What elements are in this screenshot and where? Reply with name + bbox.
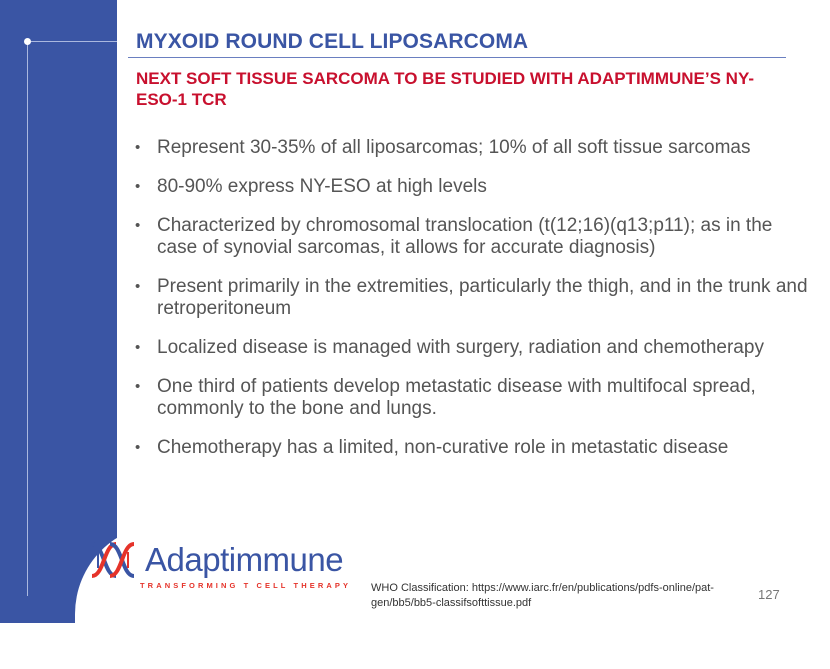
bullet-text: One third of patients develop metastatic disease with multifocal spread, commonly to the bone and lungs. [157, 376, 756, 419]
bullet-marker: • [135, 278, 141, 295]
bullet-marker: • [135, 139, 141, 156]
bullet-marker: • [135, 439, 141, 456]
page-number: 127 [758, 587, 780, 602]
bullet-text: Localized disease is managed with surgery, radiation and chemotherapy [157, 337, 764, 358]
bullet-list [134, 137, 814, 476]
adaptimmune-helix-icon [90, 540, 142, 585]
bullet-text: Present primarily in the extremities, particularly the thigh, and in the trunk and retroperitoneum [157, 276, 808, 319]
bullet-text: 80-90% express NY-ESO at high levels [157, 176, 487, 197]
source-footnote: WHO Classification: https://www.iarc.fr/en/publications/pdfs-online/pat-gen/bb5/bb5-classifsofttissue.pdf [371, 582, 714, 609]
sidebar-vertical-rule [27, 41, 28, 596]
slide-title: MYXOID ROUND CELL LIPOSARCOMA [136, 30, 529, 53]
bullet-text: Represent 30-35% of all liposarcomas; 10% of all soft tissue sarcomas [157, 137, 751, 158]
bullet-item [134, 137, 814, 159]
bullet-item [134, 176, 814, 198]
bullet-marker: • [135, 217, 141, 234]
bullet-item [134, 437, 814, 459]
sidebar-band [0, 0, 117, 623]
logo-tagline: TRANSFORMING T CELL THERAPY [140, 581, 352, 590]
bullet-item [134, 337, 814, 359]
slide-subtitle: NEXT SOFT TISSUE SARCOMA TO BE STUDIED WITH ADAPTIMMUNE’S NY-ESO-1 TCR [136, 69, 755, 109]
bullet-item [134, 215, 814, 259]
sidebar-horizontal-rule [31, 41, 117, 42]
bullet-marker: • [135, 378, 141, 395]
title-underline [128, 57, 786, 58]
bullet-text: Chemotherapy has a limited, non-curative role in metastatic disease [157, 437, 729, 458]
logo-wordmark: Adaptimmune [145, 541, 344, 578]
sidebar-dot [24, 38, 31, 45]
bullet-text: Characterized by chromosomal translocation (t(12;16)(q13;p11); as in the case of synovial sarcomas, it allows for accurate diagnosis) [157, 215, 773, 258]
bullet-marker: • [135, 178, 141, 195]
bullet-item [134, 276, 814, 320]
bullet-item [134, 376, 814, 420]
bullet-marker: • [135, 339, 141, 356]
